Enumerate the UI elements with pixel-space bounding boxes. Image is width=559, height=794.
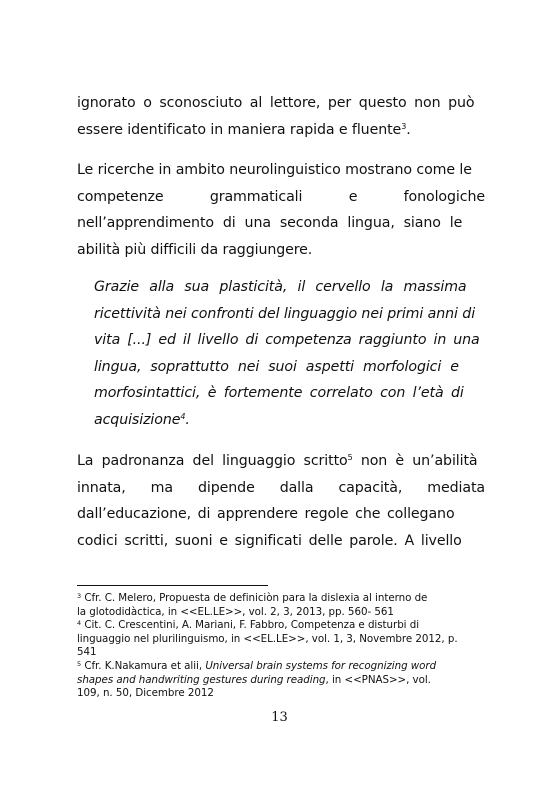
word: competenze — [77, 188, 164, 205]
footnote-separator — [77, 585, 268, 586]
text-run: , in <<PNAS>>, vol. — [325, 673, 431, 686]
footnote-5-line-2 — [77, 674, 487, 688]
footnote-5-line-1 — [77, 660, 487, 674]
paragraph-3-line-2 — [77, 475, 485, 502]
block-quote — [94, 274, 485, 433]
quote-line-6 — [94, 407, 485, 434]
word: ma — [150, 479, 173, 496]
footnote-number: 5 — [77, 659, 82, 668]
paragraph-3-line-1 — [77, 448, 485, 475]
footnote-3-line-1 — [77, 592, 487, 606]
text-run: La padronanza del linguaggio scritto — [77, 453, 348, 469]
paragraph-1-line-2 — [77, 117, 485, 144]
paragraph-2-line-4: abilità più difficili da raggiungere. — [77, 241, 313, 258]
footnote-4-line-2: linguaggio nel plurilinguismo, in <<EL.LE>>, vol. 1, 3, Novembre 2012, p. — [77, 632, 458, 645]
text-run: Cfr. K.Nakamura et alii, — [81, 659, 206, 672]
text-run: nell’apprendimento di una seconda lingua, siano le — [77, 215, 463, 231]
quote-line-5: morfosintattici, è fortemente correlato con l’età di — [94, 385, 464, 401]
footnote-4-line-1 — [77, 619, 487, 633]
word: dipende — [197, 479, 255, 496]
paragraph-2 — [77, 157, 485, 263]
footnote-5-line-3: 109, n. 50, Dicembre 2012 — [77, 687, 214, 700]
text-run: Cfr. C. Melero, Propuesta de definiciòn para la dislexia al interno de — [81, 592, 428, 604]
footnote-4-line-3: 541 — [77, 646, 97, 659]
paragraph-2-line-3 — [77, 210, 485, 237]
text-run: Cit. C. Crescentini, A. Mariani, F. Fabbro, Competenza e disturbi di — [81, 619, 420, 632]
paragraph-2-line-2 — [77, 184, 485, 211]
paragraph-1-line-1 — [77, 90, 485, 117]
text-run: . — [406, 121, 411, 138]
footnote-ref-3[interactable]: 3 — [401, 121, 407, 131]
footnotes — [77, 592, 487, 701]
quote-line-1: Grazie alla sua plasticità, il cervello la massima — [94, 279, 467, 295]
title-italic: Universal brain systems for recognizing word — [205, 659, 437, 672]
text-run: non è un’abilità — [352, 453, 478, 469]
footnote-number: 3 — [77, 592, 82, 600]
page-number: 13 — [271, 710, 288, 725]
text-run: ignorato o sconosciuto al lettore, per questo non può — [77, 95, 475, 111]
text-run: essere identificato in maniera rapida e fluente — [77, 121, 402, 138]
word: fonologiche — [403, 188, 485, 205]
paragraph-3 — [77, 448, 485, 554]
quote-line-2: ricettività nei confronti del linguaggio nei primi anni di — [94, 305, 476, 322]
paragraph-2-line-1: Le ricerche in ambito neurolinguistico mostrano come le — [77, 162, 472, 178]
footnote-3-line-2: la glotodidàctica, in <<EL.LE>>, vol. 2, 3, 2013, pp. 560- 561 — [77, 605, 394, 618]
word: capacità, — [338, 479, 403, 496]
word: dalla — [279, 479, 314, 496]
text-run: . — [185, 411, 190, 428]
quote-line-4: lingua, soprattutto nei suoi aspetti morfologici e — [94, 358, 459, 375]
word: innata, — [77, 479, 126, 496]
paragraph-3-line-3: dall’educazione, di apprendere regole che collegano — [77, 506, 455, 522]
footnote-number: 4 — [77, 619, 82, 628]
text-run: acquisizione — [94, 411, 181, 428]
paragraph-3-line-4: codici scritti, suoni e significati delle parole. A livello — [77, 532, 462, 549]
quote-line-3: vita [...] ed il livello di competenza raggiunto in una — [94, 332, 480, 348]
footnote-ref-5[interactable]: 5 — [347, 453, 353, 462]
word: e — [348, 188, 358, 205]
title-italic: shapes and handwriting gestures during reading — [77, 673, 326, 686]
word: mediata — [427, 479, 485, 496]
footnote-ref-4[interactable]: 4 — [180, 411, 186, 421]
paragraph-1 — [77, 90, 485, 143]
word: grammaticali — [209, 188, 303, 205]
